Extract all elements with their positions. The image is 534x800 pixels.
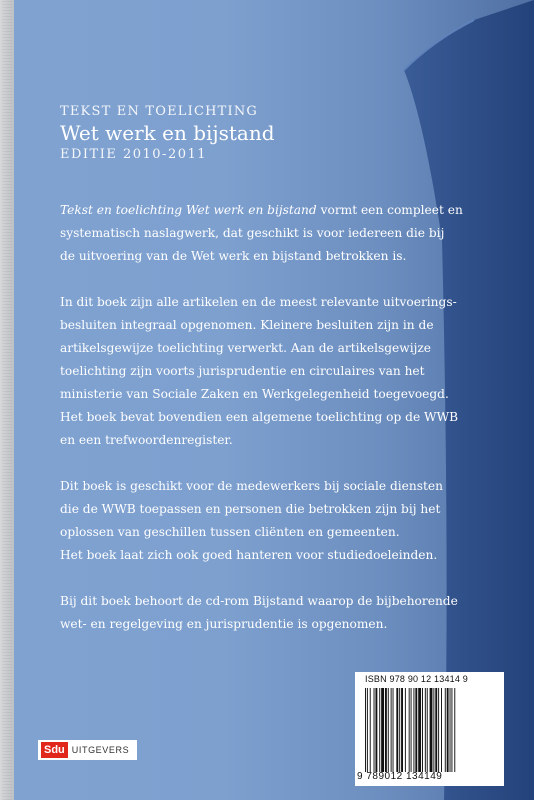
publisher-name: UITGEVERS: [71, 745, 130, 755]
blurb-line-rest: vormt een compleet en: [316, 203, 463, 217]
blurb-line: [60, 199, 463, 222]
blurb-paragraph-2: [60, 291, 460, 452]
blurb-line: besluiten integraal opgenomen. Kleinere besluiten zijn in de: [60, 318, 434, 332]
book-back-cover: [14, 0, 534, 800]
publisher-logo: [38, 740, 137, 760]
blurb-line: Dit boek is geschikt voor de medewerkers bij sociale diensten: [60, 479, 443, 493]
ean-barcode: [363, 688, 496, 772]
barcode-panel: [355, 672, 504, 786]
blurb-line: en een trefwoordenregister.: [60, 433, 233, 447]
blurb-line: Bij dit boek behoort de cd-rom Bijstand waarop de bijbehorende: [60, 594, 458, 608]
blurb-line: Het boek bevat bovendien een algemene toelichting op de WWB: [60, 410, 459, 424]
blurb-line: ministerie van Sociale Zaken en Werkgelegenheid toegevoegd.: [60, 387, 449, 401]
book-spine-edge: [0, 0, 14, 800]
blurb-line: oplossen van geschillen tussen cliënten en gemeenten.: [60, 525, 400, 539]
blurb-paragraph-4: [60, 590, 460, 636]
blurb-paragraph-1: [60, 199, 463, 268]
edition-label: EDITIE 2010-2011: [60, 147, 208, 162]
cover-header: [60, 104, 275, 162]
blurb-line: Het boek laat zich ook goed hanteren voor studiedoeleinden.: [60, 548, 438, 562]
blurb-line: toelichting zijn voorts jurisprudentie en circulaires van het: [60, 364, 425, 378]
blurb-line: wet- en regelgeving en jurisprudentie is opgenomen.: [60, 617, 388, 631]
isbn-label: ISBN 978 90 12 13414 9: [365, 674, 468, 684]
italic-book-title: Tekst en toelichting Wet werk en bijstand: [60, 203, 317, 217]
blurb-line: artikelsgewijze toelichting verwerkt. Aan de artikelsgewijze: [60, 341, 432, 355]
series-kicker: TEKST EN TOELICHTING: [60, 104, 259, 119]
ean-digits: 9 789012 134149: [357, 771, 443, 782]
book-title: Wet werk en bijstand: [60, 121, 275, 145]
blurb-paragraph-3: [60, 475, 460, 567]
blurb-line: In dit boek zijn alle artikelen en de meest relevante uitvoerings-: [60, 295, 457, 309]
blurb-line: systematisch naslagwerk, dat geschikt is voor iedereen die bij: [60, 226, 445, 240]
blurb-line: de uitvoering van de Wet werk en bijstand betrokken is.: [60, 249, 407, 263]
blurb-text: [60, 199, 463, 659]
publisher-mark: Sdu: [41, 742, 68, 758]
page-edge-texture: [2, 0, 12, 800]
blurb-line: die de WWB toepassen en personen die betrokken zijn bij het: [60, 502, 441, 516]
